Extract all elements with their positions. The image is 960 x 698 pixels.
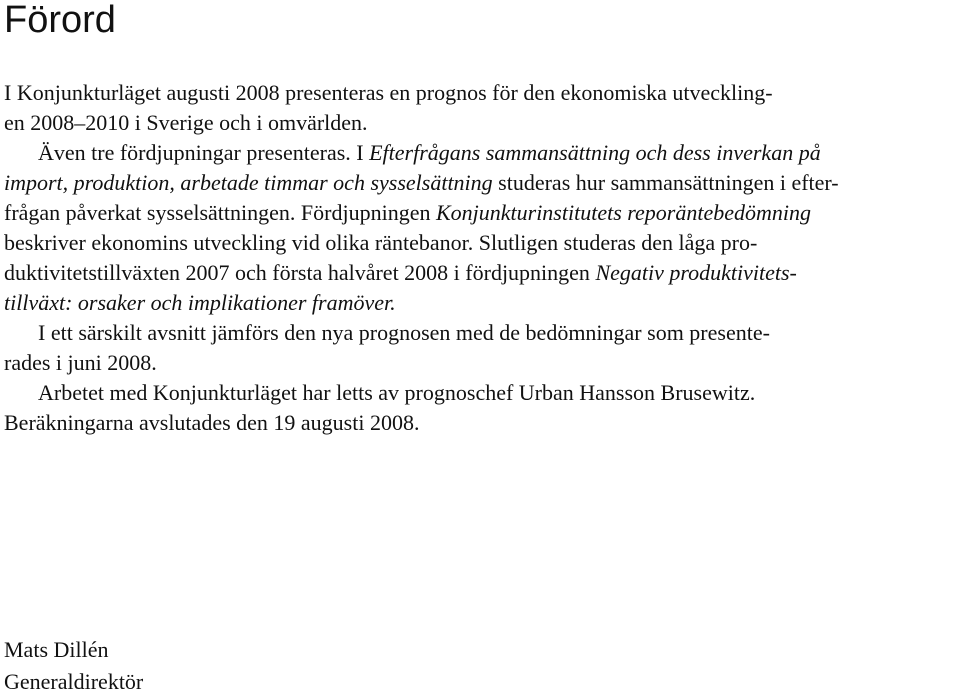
italic-title: tillväxt: orsaker och implikationer framöver. — [4, 290, 396, 315]
italic-title: import, produktion, arbetade timmar och sysselsättning — [4, 170, 493, 195]
text-line — [4, 288, 958, 318]
text-line: I Konjunkturläget augusti 2008 presenteras en prognos för den ekonomiska utveckling- — [4, 80, 773, 105]
text-line: import, produktion, arbetade timmar och sysselsättning studeras hur sammansättningen i efter- — [4, 170, 839, 195]
signature-name: Mats Dillén — [4, 637, 109, 662]
signature-role: Generaldirektör — [4, 669, 144, 694]
foreword-body — [4, 78, 958, 438]
text-line: I ett särskilt avsnitt jämförs den nya prognosen med de bedömningar som presente- — [38, 320, 770, 345]
italic-title: Konjunkturinstitutets reporäntebedömning — [435, 200, 811, 225]
text-line: duktivitetstillväxten 2007 och första halvåret 2008 i fördjupningen Negativ produktivitets- — [4, 260, 797, 285]
signature-block — [4, 634, 143, 698]
text-line: rades i juni 2008. — [4, 350, 157, 375]
text-line: beskriver ekonomins utveckling vid olika räntebanor. Slutligen studeras den låga pro- — [4, 230, 758, 255]
italic-title: Negativ produktivitets- — [595, 260, 797, 285]
italic-title: Efterfrågans sammansättning och dess inverkan på — [369, 140, 821, 165]
text-line: en 2008–2010 i Sverige och i omvärlden. — [4, 110, 368, 135]
text-line: frågan påverkat sysselsättningen. Fördjupningen Konjunkturinstitutets reporäntebedömning — [4, 200, 811, 225]
text-line: Även tre fördjupningar presenteras. I Efterfrågans sammansättning och dess inverkan på — [38, 140, 821, 165]
text-line: Arbetet med Konjunkturläget har letts av prognoschef Urban Hansson Brusewitz. — [38, 380, 756, 405]
page-title: Förord — [4, 0, 116, 41]
text-line: Beräkningarna avslutades den 19 augusti 2008. — [4, 410, 420, 435]
